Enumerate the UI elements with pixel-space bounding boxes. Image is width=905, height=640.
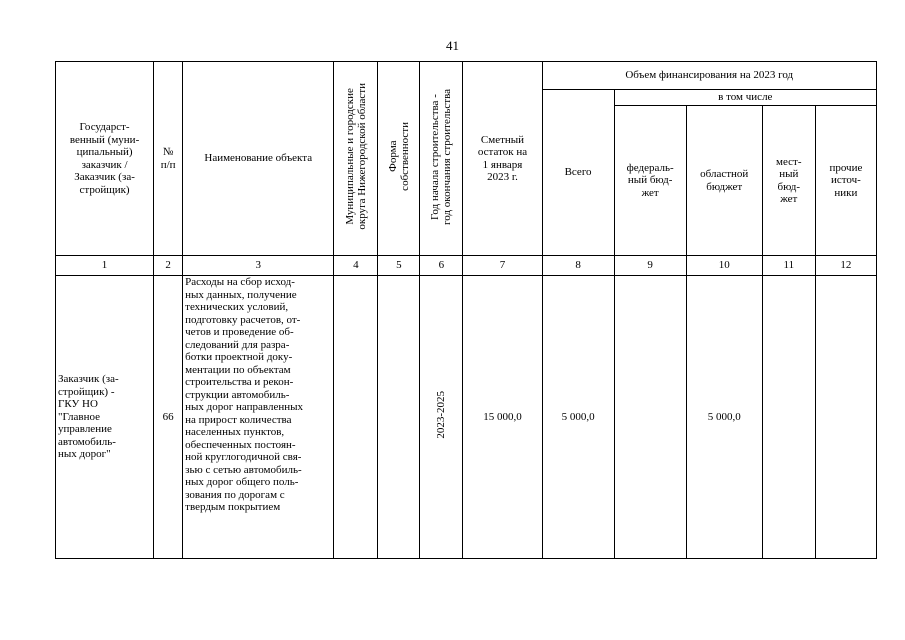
row-federal bbox=[614, 276, 686, 559]
row-total: 5 000,0 bbox=[542, 276, 614, 559]
row-ownership bbox=[378, 276, 420, 559]
page-number: 41 bbox=[446, 38, 459, 53]
header-municipality: Муниципальные и городские округа Нижегородской области bbox=[343, 83, 368, 231]
header-including: в том числе bbox=[614, 90, 876, 106]
row-local bbox=[762, 276, 815, 559]
header-ownership: Форма собственности bbox=[386, 122, 411, 192]
header-balance: Сметный остаток на 1 января 2023 г. bbox=[463, 62, 542, 256]
column-number: 9 bbox=[614, 256, 686, 276]
row-num: 66 bbox=[154, 276, 183, 559]
column-number: 12 bbox=[815, 256, 876, 276]
row-regional: 5 000,0 bbox=[686, 276, 762, 559]
column-number: 11 bbox=[762, 256, 815, 276]
row-years: 2023-2025 bbox=[435, 391, 448, 440]
header-regional: областной бюджет bbox=[686, 106, 762, 256]
column-number: 6 bbox=[420, 256, 463, 276]
header-years: Год начала строительства - год окончания строительства bbox=[429, 88, 454, 225]
row-balance: 15 000,0 bbox=[463, 276, 542, 559]
header-total: Всего bbox=[542, 90, 614, 256]
row-other bbox=[815, 276, 876, 559]
header-funding: Объем финансирования на 2023 год bbox=[542, 62, 876, 90]
column-number: 4 bbox=[334, 256, 378, 276]
header-customer: Государст- венный (муни- ципальный) заказчик / Заказчик (за- стройщик) bbox=[56, 62, 154, 256]
row-customer: Заказчик (за- стройщик) - ГКУ НО "Главное управление автомобиль- ных дорог" bbox=[56, 276, 154, 559]
column-number: 5 bbox=[378, 256, 420, 276]
column-number: 8 bbox=[542, 256, 614, 276]
column-number: 7 bbox=[463, 256, 542, 276]
row-municipality bbox=[334, 276, 378, 559]
header-other: прочие источ- ники bbox=[815, 106, 876, 256]
header-federal: федераль- ный бюд- жет bbox=[614, 106, 686, 256]
row-object-name: Расходы на сбор исход- ных данных, получение технических условий, подготовку расчетов, от- четов и проведение об- следований для разра- ботки проектной доку- ментации по объектам строительства и рекон- струкции автомобиль- ных дорог направленных на прирост количества населенных пунктов, обеспеченных постоян- ной круглогодичной свя- зью с сетью автомобиль- ных дорог общего поль- зования по дорогам с твердым покрытием bbox=[183, 276, 334, 559]
header-num: № п/п bbox=[154, 62, 183, 256]
financing-table bbox=[55, 61, 877, 559]
column-number: 10 bbox=[686, 256, 762, 276]
column-number: 2 bbox=[154, 256, 183, 276]
header-object-name: Наименование объекта bbox=[183, 62, 334, 256]
header-local: мест- ный бюд- жет bbox=[762, 106, 815, 256]
table-row bbox=[56, 276, 877, 559]
column-number: 3 bbox=[183, 256, 334, 276]
column-number: 1 bbox=[56, 256, 154, 276]
